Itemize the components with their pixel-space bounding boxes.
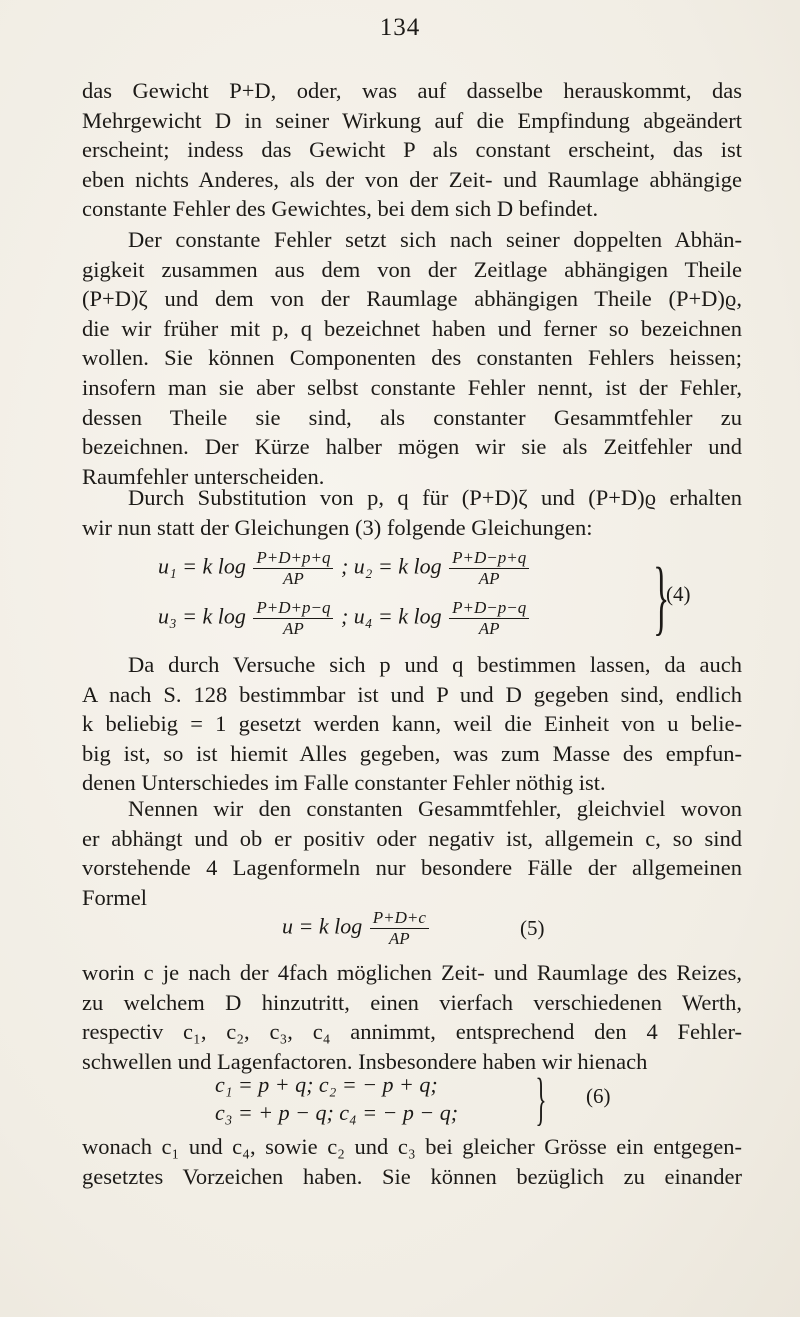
equation-row-1 xyxy=(158,548,531,589)
text-line: k beliebig = 1 gesetzt werden kann, weil die Einheit von u belie- xyxy=(82,711,742,737)
text-line: die wir früher mit p, q bezeichnet haben und ferner so bezeichnen xyxy=(82,315,742,341)
text-line: Nennen wir den constanten Gesammtfehler, gleichviel wovon xyxy=(128,796,742,821)
text-line: big ist, so ist hiemit Alles gegeben, was zum Masse des empfun- xyxy=(82,740,742,766)
text-line: wir nun statt der Gleichungen (3) folgende Gleichungen: xyxy=(82,514,593,540)
equation-term: u₃ = k log xyxy=(158,603,246,629)
equation-term: ; u₄ = k log xyxy=(340,603,442,629)
equation-row-2: c₃ = + p − q; c₄ = − p − q; xyxy=(215,1100,459,1125)
text-line: Der constante Fehler setzt sich nach seiner doppelten Abhän- xyxy=(128,227,742,252)
text-line: respectiv c₁, c₂, c₃, c₄ annimmt, entsprechend den 4 Fehler- xyxy=(82,1019,742,1045)
text-line: worin c je nach der 4fach möglichen Zeit- und Raumlage des Reizes, xyxy=(82,960,742,985)
fraction xyxy=(449,598,529,639)
text-line: vorstehende 4 Lagenformeln nur besondere Fälle der allgemeinen xyxy=(82,855,742,881)
fraction-numerator: P+D−p−q xyxy=(449,598,529,619)
fraction xyxy=(253,598,333,639)
fraction-numerator: P+D+c xyxy=(370,908,429,929)
text-line: schwellen und Lagenfactoren. Insbesondere haben wir hienach xyxy=(82,1048,648,1074)
fraction-numerator: P+D−p+q xyxy=(449,548,529,569)
text-line: gigkeit zusammen aus dem von der Zeitlage abhängigen Theile xyxy=(82,256,742,282)
fraction-denominator: AP xyxy=(283,619,304,638)
text-line: eben nichts Anderes, als der von der Zeit- und Raumlage abhängige xyxy=(82,166,742,192)
equation-row-2 xyxy=(158,598,531,639)
equation-number: (5) xyxy=(520,916,545,940)
equation-term: u = k log xyxy=(282,913,363,939)
text-line: erscheint; indess das Gewicht P als constant erscheint, das ist xyxy=(82,137,742,163)
text-line: Mehrgewicht D in seiner Wirkung auf die Empfindung abgeändert xyxy=(82,107,742,133)
text-line: Raumfehler unterscheiden. xyxy=(82,463,325,489)
paragraph-3 xyxy=(82,483,742,542)
text-line: bezeichnen. Der Kürze halber mögen wir sie als Zeitfehler und xyxy=(82,434,742,460)
fraction-denominator: AP xyxy=(478,619,500,638)
text-line: dessen Theile sie sind, als constanter Gesammtfehler zu xyxy=(82,404,742,430)
text-line: das Gewicht P+D, oder, was auf dasselbe herauskommt, das xyxy=(82,78,742,103)
text-line: Da durch Versuche sich p und q bestimmen lassen, da auch xyxy=(128,652,742,677)
text-line: insofern man sie aber selbst constante Fehler nennt, ist der Fehler, xyxy=(82,374,742,400)
text-line: constante Fehler des Gewichtes, bei dem sich D befindet. xyxy=(82,196,599,222)
equation-term: ; u₂ = k log xyxy=(340,553,442,579)
fraction-denominator: AP xyxy=(283,569,304,588)
equation-number: (6) xyxy=(586,1084,611,1108)
fraction-numerator: P+D+p−q xyxy=(253,598,333,619)
fraction-denominator: AP xyxy=(388,929,410,948)
fraction-numerator: P+D+p+q xyxy=(253,548,333,569)
text-line: (P+D)ζ und dem von der Raumlage abhängigen Theile (P+D)ϱ, xyxy=(82,286,742,312)
text-line: er abhängt und ob er positiv oder negativ ist, allgemein c, so sind xyxy=(82,825,742,851)
equation-row xyxy=(282,908,431,949)
equation-row-1: c₁ = p + q; c₂ = − p + q; xyxy=(215,1072,438,1097)
text-line: wonach c₁ und c₄, sowie c₂ und c₃ bei gleicher Grösse ein entgegen- xyxy=(82,1134,742,1159)
equation-number: (4) xyxy=(666,582,691,606)
fraction xyxy=(370,908,429,949)
paragraph-2 xyxy=(82,225,742,491)
fraction xyxy=(449,548,529,589)
text-line: Durch Substitution von p, q für (P+D)ζ und (P+D)ϱ erhalten xyxy=(128,485,742,510)
text-line: A nach S. 128 bestimmbar ist und P und D gegeben sind, endlich xyxy=(82,681,742,707)
text-line: denen Unterschiedes im Falle constanter Fehler nöthig ist. xyxy=(82,770,606,796)
text-line: zu welchem D hinzutritt, einen vierfach verschiedenen Werth, xyxy=(82,989,742,1015)
fraction xyxy=(253,548,333,589)
fraction-denominator: AP xyxy=(478,569,500,588)
text-line: wollen. Sie können Componenten des constanten Fehlers heissen; xyxy=(82,345,742,371)
paragraph-5 xyxy=(82,794,742,912)
right-brace: } xyxy=(653,551,670,644)
paragraph-4 xyxy=(82,650,742,798)
paragraph-7 xyxy=(82,1132,742,1191)
text-line: Formel xyxy=(82,884,147,910)
right-brace: } xyxy=(535,1066,547,1131)
equation-term: u₁ = k log xyxy=(158,553,246,579)
text-line: gesetztes Vorzeichen haben. Sie können bezüglich zu einander xyxy=(82,1163,742,1189)
paragraph-6 xyxy=(82,958,742,1076)
paragraph-1 xyxy=(82,76,742,224)
page-number: 134 xyxy=(379,14,421,41)
